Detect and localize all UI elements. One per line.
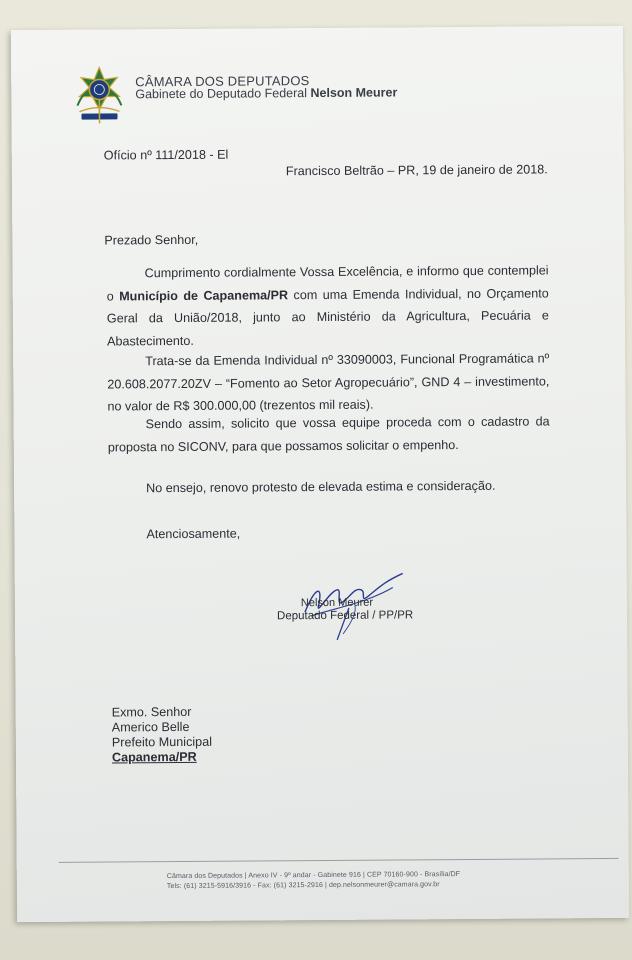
footer-address: Câmara dos Deputados | Anexo IV - 9º andar - Gabinete 916 | CEP 70160-900 - Brasília/DF <box>166 871 461 881</box>
recipient-line-1: Exmo. Senhor <box>111 704 192 720</box>
paragraph-4: No ensejo, renovo protesto de elevada estima e consideração. <box>146 478 496 496</box>
paragraph-1-municipality: Município de Capanema/PR <box>119 287 289 303</box>
office-subtitle <box>135 85 397 101</box>
signer-name: Nelson Meurer <box>300 596 374 610</box>
paragraph-1 <box>107 259 550 352</box>
closing: Atenciosamente, <box>146 526 241 542</box>
place-date: Francisco Beltrão – PR, 19 de janeiro de 2018. <box>285 162 548 179</box>
paragraph-2: Trata-se da Emenda Individual nº 33090003, Funcional Programática nº 20.608.2077.20ZV – “Fomento ao Setor Agropecuário”, GND 4 – investimento, no valor de R$ 300.000,00 (trezentos mil reais). <box>107 351 550 414</box>
org-name: CÂMARA DOS DEPUTADOS <box>135 73 310 90</box>
paragraph-1-start: Cumprimento cordialmente Vossa Excelência, e informo que contemplei o <box>106 263 549 303</box>
signer-title: Deputado Federal / PP/PR <box>276 609 414 623</box>
recipient-line-4: Capanema/PR <box>111 749 197 765</box>
coat-of-arms-icon <box>71 65 127 127</box>
recipient-line-2: Americo Belle <box>111 719 190 735</box>
footer-divider <box>59 858 619 863</box>
letter-page <box>11 26 629 922</box>
footer-contacts: Tels: (61) 3215-5916/3916 - Fax: (61) 3215-2916 | dep.nelsonmeurer@camara.gov.br <box>166 881 440 891</box>
deputy-name: Nelson Meurer <box>310 85 398 101</box>
salutation: Prezado Senhor, <box>104 232 199 248</box>
paragraph-3: Sendo assim, solicito que vossa equipe proceda com o cadastro da proposta no SICONV, para que possamos solicitar o empenho. <box>107 414 550 454</box>
office-prefix: Gabinete do Deputado Federal <box>135 86 311 102</box>
letter-reference: Ofício nº 111/2018 - El <box>103 147 229 163</box>
paragraph-1-end: com uma Emenda Individual, no Orçamento Geral da União/2018, junto ao Ministério da Agricultura, Pecuária e Abastecimento. <box>106 285 549 348</box>
recipient-line-3: Prefeito Municipal <box>111 734 213 750</box>
